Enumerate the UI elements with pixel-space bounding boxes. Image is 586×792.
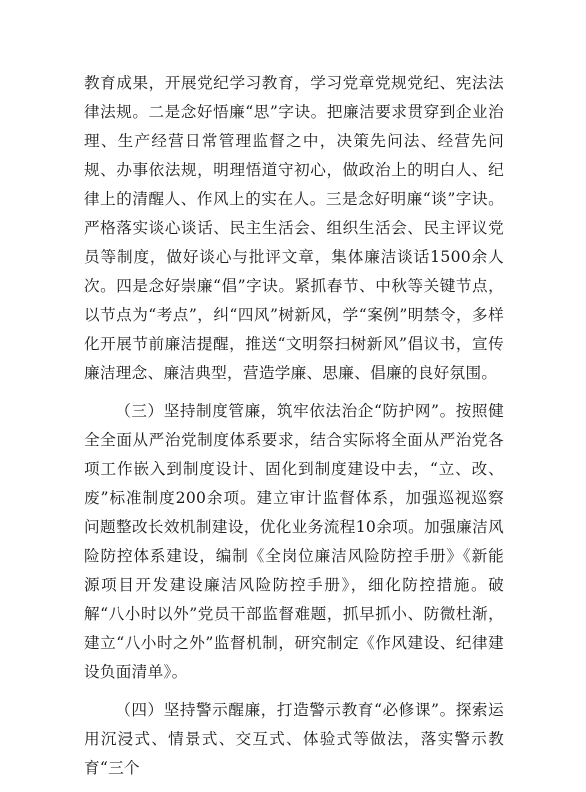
section-four-paragraph: （四）坚持警示醒廉，打造警示教育“必修课”。探索运用沉浸式、情景式、交互式、体验式等做法，落实警示教育“三个 bbox=[84, 701, 504, 777]
section-three-paragraph: （三）坚持制度管廉，筑牢依法治企“防护网”。按照健全全面从严治党制度体系要求，结合实际将全面从严治党各项工作嵌入到制度设计、固化到制度建设中去，“立、改、废”标准制度200余项。建立审计监督体系，加强巡视巡察问题整改长效机制建设，优化业务流程10余项。加强廉洁风险防控体系建设，编制《全岗位廉洁风险防控手册》《新能源项目开发建设廉洁风险防控手册》，细化防控措施。破解“八小时以外”党员干部监督难题，抓早抓小、防微杜渐，建立“八小时之外”监督机制，研究制定《作风建设、纪律建设负面清单》。 bbox=[84, 402, 504, 681]
document-page bbox=[84, 69, 504, 792]
body-paragraph-continued: 教育成果，开展党纪学习教育，学习党章党规党纪、宪法法律法规。二是念好悟廉“思”字诀。把廉洁要求贯穿到企业治理、生产经营日常管理监督之中，决策先问法、经营先问规、办事依法规，明理悟道守初心，做政治上的明白人、纪律上的清醒人、作风上的实在人。三是念好明廉“谈”字诀。严格落实谈心谈话、民主生活会、组织生活会、民主评议党员等制度，做好谈心与批评文章，集体廉洁谈话1500余人次。四是念好崇廉“倡”字诀。紧抓春节、中秋等关键节点，以节点为“考点”，纠“四风”树新风，学“案例”明禁令，多样化开展节前廉洁提醒，推送“文明祭扫树新风”倡议书，宣传廉洁理念、廉洁典型，营造学廉、思廉、倡廉的良好氛围。 bbox=[84, 74, 504, 382]
